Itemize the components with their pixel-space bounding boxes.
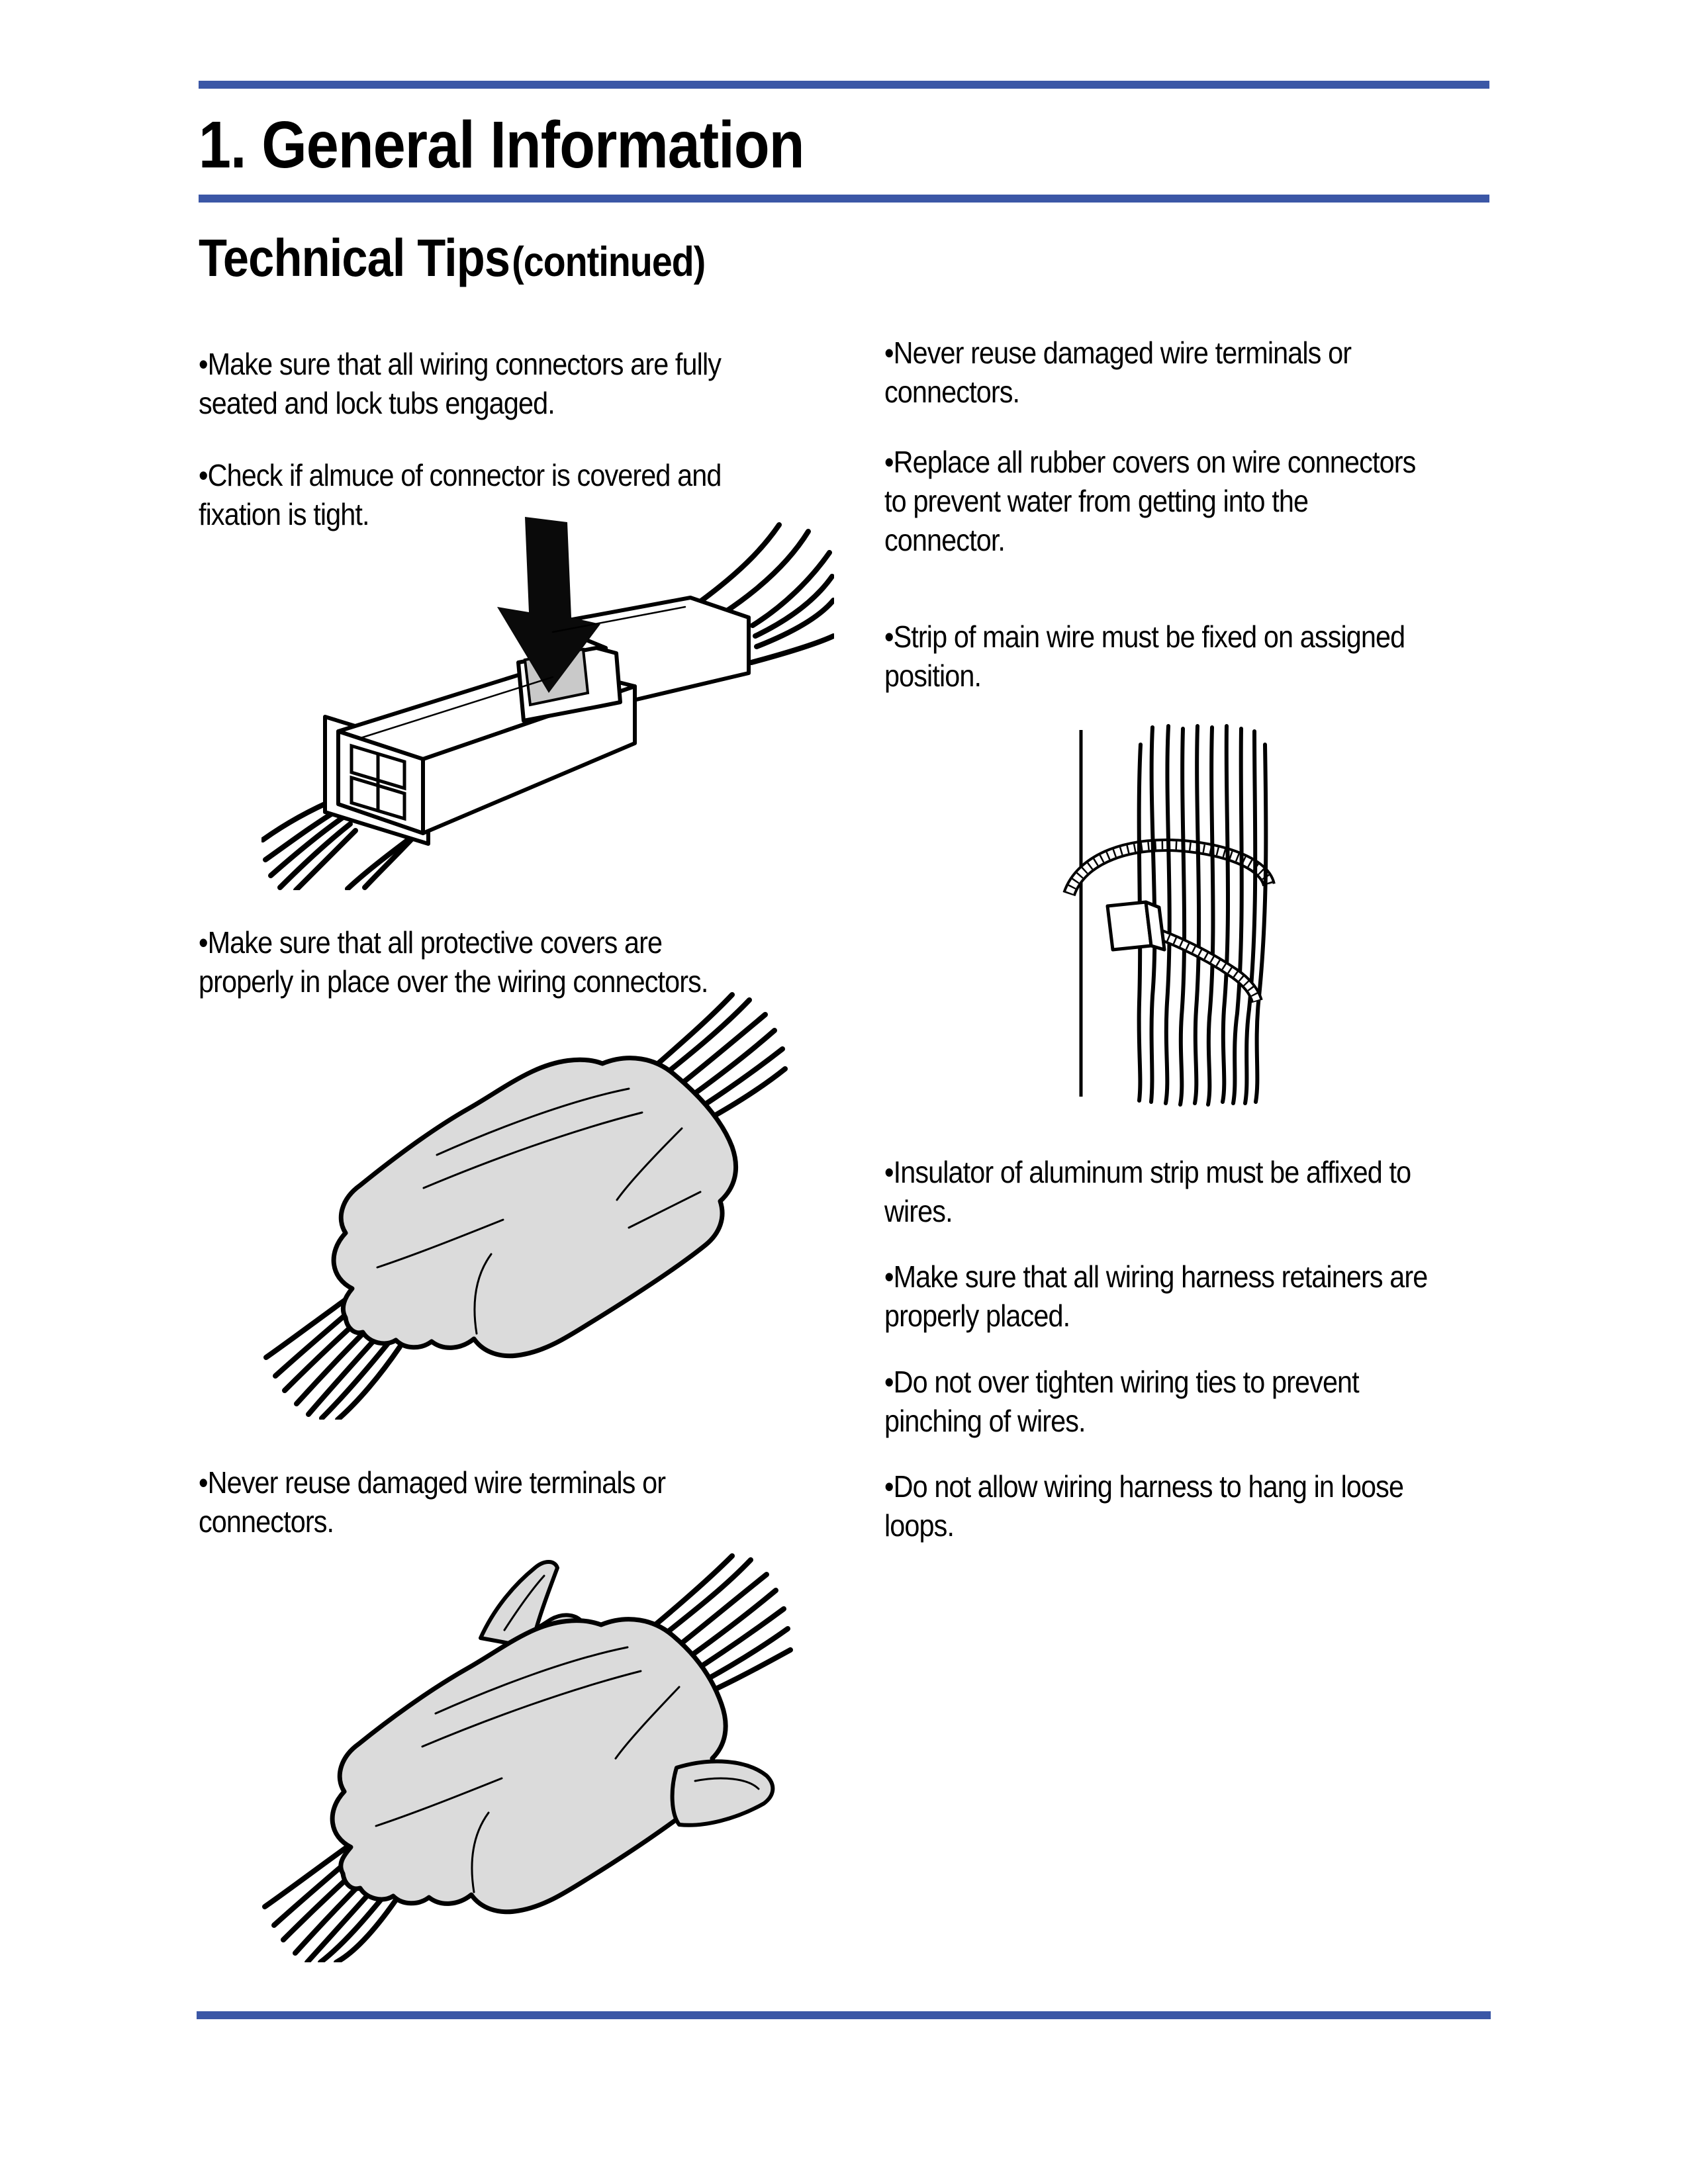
bullet-line: fixation is tight. (199, 497, 369, 531)
bullet-line: seated and lock tubs engaged. (199, 386, 555, 420)
section-title (199, 228, 705, 289)
bullet-line: •Insulator of aluminum strip must be affixed to (884, 1155, 1411, 1189)
bullet-line: connectors. (199, 1504, 334, 1539)
bullet-line: wires. (884, 1194, 953, 1228)
footer-rule (197, 2011, 1491, 2019)
bullet-item (884, 1257, 1427, 1336)
damaged-cover-figure (258, 1552, 794, 1962)
bullet-line: position. (884, 659, 982, 693)
protective-cover-body (334, 1058, 735, 1356)
bullet-line: connector. (884, 523, 1006, 557)
bullet-item (884, 1467, 1403, 1545)
bullet-item (884, 1153, 1411, 1231)
bullet-line: •Make sure that all wiring harness retainers are (884, 1259, 1428, 1294)
bullet-line: •Check if almuce of connector is covered and (199, 458, 722, 492)
bullet-line: connectors. (884, 375, 1020, 409)
header-rule (199, 195, 1489, 203)
section-title-main: Technical Tips (199, 228, 510, 287)
cable-tie-buckle (1107, 902, 1164, 950)
bullet-line: •Replace all rubber covers on wire connectors (884, 445, 1416, 479)
bullet-line: •Strip of main wire must be fixed on assigned (884, 619, 1405, 654)
bullet-line: •Do not allow wiring harness to hang in loose (884, 1469, 1404, 1504)
bullet-line: loops. (884, 1508, 955, 1543)
harness-tie-figure (1029, 718, 1301, 1112)
bullet-line: properly in place over the wiring connectors. (199, 964, 708, 999)
bullet-line: pinching of wires. (884, 1404, 1086, 1438)
bullet-line: •Make sure that all wiring connectors are fully (199, 347, 722, 381)
bullet-line: properly placed. (884, 1298, 1070, 1333)
bullet-line: •Never reuse damaged wire terminals or (884, 336, 1352, 370)
bullet-line: •Do not over tighten wiring ties to prevent (884, 1365, 1359, 1399)
chapter-title: 1. General Information (199, 108, 804, 182)
bullet-item (884, 443, 1415, 560)
bullet-line: •Make sure that all protective covers are (199, 925, 663, 960)
bullet-item (884, 334, 1351, 412)
section-title-suffix: (continued) (512, 239, 706, 285)
protective-cover-figure (258, 989, 788, 1420)
bullet-item (884, 617, 1405, 696)
damaged-cover-body (332, 1619, 726, 1912)
connector-lock-arrow-figure (261, 513, 834, 890)
bullet-line: •Never reuse damaged wire terminals or (199, 1465, 666, 1500)
bullet-line: to prevent water from getting into the (884, 484, 1309, 518)
loose-flap (673, 1761, 773, 1825)
bullet-item (199, 345, 721, 423)
top-rule (199, 81, 1489, 89)
bullet-item (199, 1463, 665, 1541)
bullet-item (884, 1363, 1359, 1441)
